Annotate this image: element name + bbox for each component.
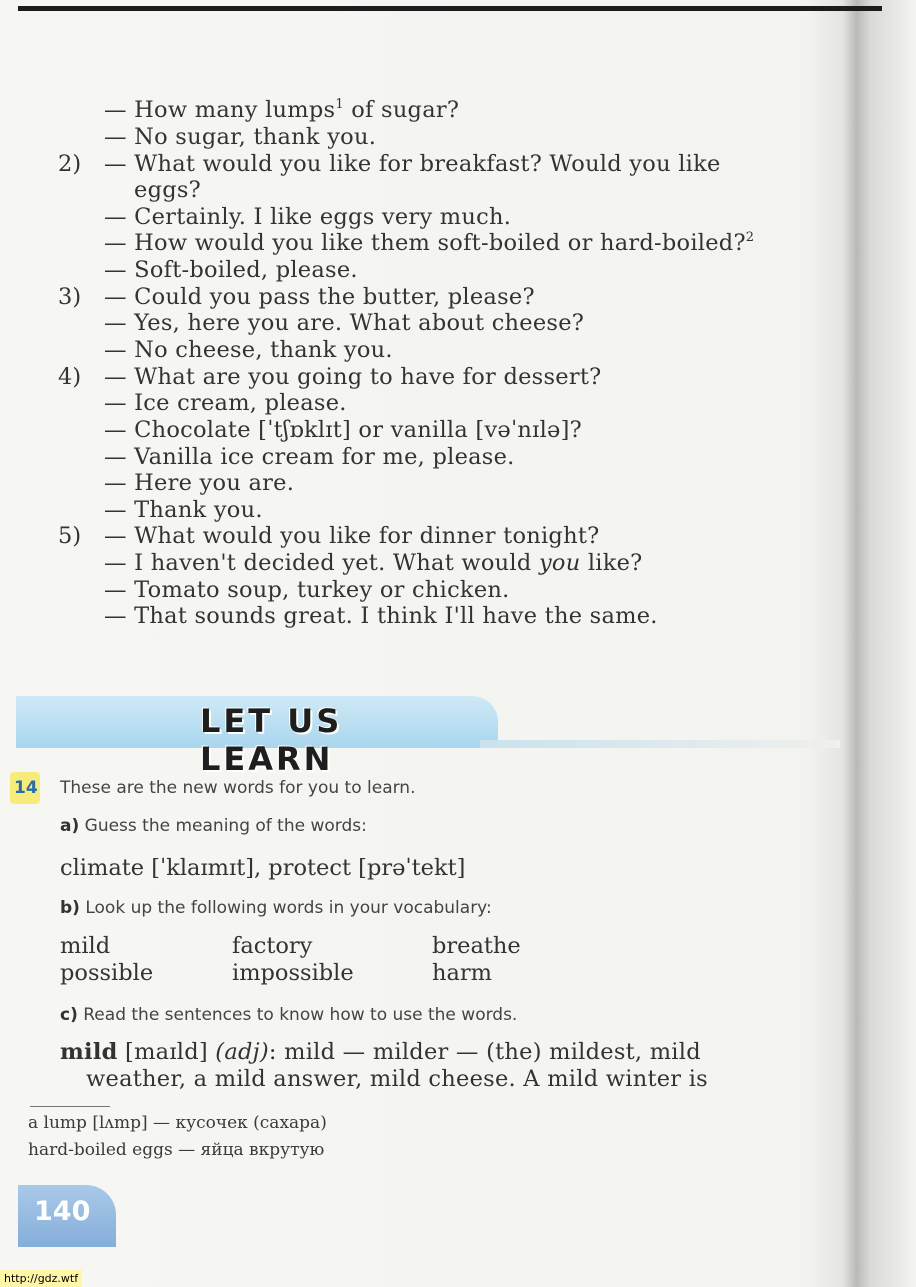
dialog-number: 2) xyxy=(58,151,82,177)
vocab-word: impossible xyxy=(232,960,354,986)
guess-words: climate [ˈklaɪmɪt], protect [prəˈtekt] xyxy=(60,855,466,881)
dialog-line: — No cheese, thank you. xyxy=(104,337,393,363)
vocab-word: mild xyxy=(60,933,111,959)
banner-rule xyxy=(480,740,840,748)
dialog-line: — Certainly. I like eggs very much. xyxy=(104,204,512,230)
task-b: b) Look up the following words in your vocabulary: xyxy=(60,898,492,918)
vocab-word: factory xyxy=(232,933,313,959)
vocab-word: breathe xyxy=(432,933,521,959)
dialog-line: — What would you like for dinner tonight? xyxy=(104,523,600,549)
dialog-line: — That sounds great. I think I'll have the same. xyxy=(104,603,658,629)
exercise-number: 14 xyxy=(14,778,38,798)
dialog-line: — Ice cream, please. xyxy=(104,390,347,416)
exercise-intro: These are the new words for you to learn. xyxy=(60,778,416,798)
dialog-line: — Could you pass the butter, please? xyxy=(104,284,535,310)
vocab-word: possible xyxy=(60,960,154,986)
dialog-line: — Chocolate [ˈtʃɒklɪt] or vanilla [vəˈnɪlə]? xyxy=(104,417,582,443)
dialog-number: 5) xyxy=(58,523,82,549)
task-a: a) Guess the meaning of the words: xyxy=(60,816,367,836)
dialog-line: — Here you are. xyxy=(104,470,295,496)
definition-line: weather, a mild answer, mild cheese. A mild winter is xyxy=(86,1066,708,1092)
dialog-line: — Thank you. xyxy=(104,497,263,523)
page-number: 140 xyxy=(34,1196,91,1227)
dialog-line: — How would you like them soft-boiled or hard-boiled?$^2$ xyxy=(104,230,755,256)
dialog-line: — Soft-boiled, please. xyxy=(104,257,358,283)
dialog-line: — Yes, here you are. What about cheese? xyxy=(104,310,585,336)
dialog-line: — I haven't decided yet. What would you like? xyxy=(104,550,643,576)
top-border xyxy=(18,6,882,11)
dialog-line: — No sugar, thank you. xyxy=(104,124,377,150)
definition-headword: mild xyxy=(60,1039,118,1065)
dialog-line: — What are you going to have for dessert? xyxy=(104,364,602,390)
dialog-number: 4) xyxy=(58,364,82,390)
footnote: hard-boiled eggs — яйца вкрутую xyxy=(28,1140,325,1160)
dialog-line: — How many lumps$^1$ of sugar? xyxy=(104,97,460,123)
footnote-ref-1: 1 xyxy=(335,97,344,112)
section-title: LET US LEARN xyxy=(200,702,343,778)
footnote-rule xyxy=(30,1106,110,1107)
part-of-speech: (adj) xyxy=(215,1039,269,1065)
dialog-line: — Vanilla ice cream for me, please. xyxy=(104,444,515,470)
dialog-line: — What would you like for breakfast? Would you like xyxy=(104,151,721,177)
dialog-line: eggs? xyxy=(134,177,201,203)
dialog-line: — Tomato soup, turkey or chicken. xyxy=(104,577,510,603)
watermark-link[interactable]: http://gdz.wtf xyxy=(0,1270,82,1287)
footnote: a lump [lʌmp] — кусочек (сахара) xyxy=(28,1113,327,1133)
vocab-word: harm xyxy=(432,960,492,986)
definition-line: mild [maɪld] (adj): mild — milder — (the) mildest, mild xyxy=(60,1039,701,1065)
footnote-ref-2: 2 xyxy=(745,230,755,245)
dialog-number: 3) xyxy=(58,284,82,310)
task-c: c) Read the sentences to know how to use the words. xyxy=(60,1005,518,1025)
emphasis-you: you xyxy=(538,550,581,576)
